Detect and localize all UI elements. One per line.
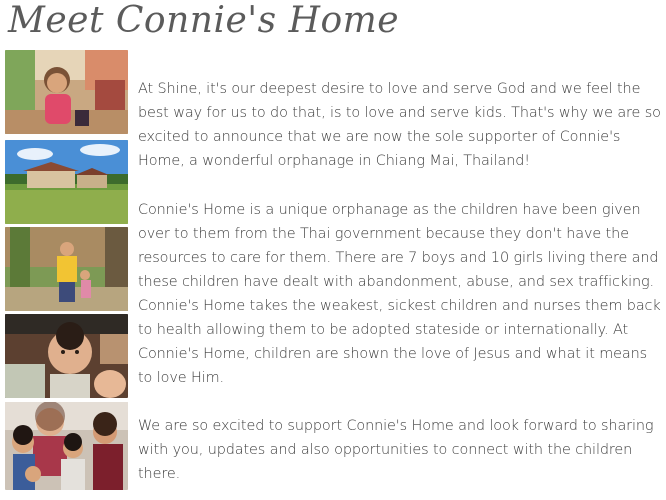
closing-paragraph: We are so excited to support Connie's Home and look forward to sharing with you, updates and also opportunities to connect with the children there. xyxy=(138,418,654,482)
group-of-children-photo xyxy=(5,402,128,490)
about-paragraph: Connie's Home is a unique orphanage as the children have been given over to them from the Thai government because they don't have the resources to care for them. There are 7 boys and 10 girls living there and these children have dealt with abandonment, abuse, and sex trafficking. Connie's Home takes the weakest, sickest children and nurses them back to health allowing them to be adopted stateside or internationally. At Connie's Home, children are shown the love of Jesus and what it means to love Him. xyxy=(138,202,661,386)
orphanage-house-photo xyxy=(5,140,128,224)
adult-and-children-photo xyxy=(5,227,128,311)
child-on-porch-photo xyxy=(5,50,128,134)
intro-paragraph: At Shine, it's our deepest desire to love and serve God and we feel the best way for us to do that, is to love and serve kids. That's why we are so excited to announce that we are now the sole supporter of Connie's Home, a wonderful orphanage in Chiang Mai, Thailand! xyxy=(138,81,661,169)
baby-closeup-photo xyxy=(5,314,128,398)
page-title: Meet Connie's Home xyxy=(8,0,400,41)
